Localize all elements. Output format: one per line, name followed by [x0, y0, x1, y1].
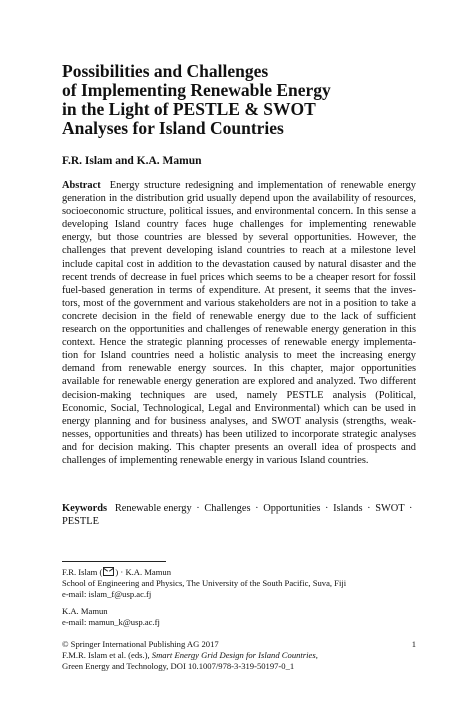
keyword: Challenges: [204, 503, 251, 514]
book-title: Smart Energy Grid Design for Island Countries: [151, 649, 316, 660]
keyword-separator: ·: [196, 503, 200, 514]
abstract-line: energy, but those countries are blessed by several opportunities. However, the: [62, 232, 416, 244]
abstract-line: available for renewable energy generation are explored and analyzed. Two different: [62, 376, 416, 388]
abstract-line: demand from renewable energy sources. In this chapter, major opportunities: [62, 363, 416, 375]
abstract-line: context. Hence the strategic planning processes of renewable energy implementa-: [62, 337, 416, 349]
abstract-line: challenges that prevent developing island countries to reach at a milestone level: [62, 245, 416, 257]
copyright-block: [62, 639, 416, 672]
footnote-rule: [62, 561, 166, 562]
abstract: [62, 179, 416, 467]
keyword: SWOT: [375, 503, 405, 514]
author2-email[interactable]: e-mail: mamun_k@usp.ac.fj: [62, 616, 160, 627]
page-number: 1: [411, 639, 416, 649]
keyword: Renewable energy: [114, 503, 192, 514]
abstract-line: challenges of implementing renewable energy in various Island countries.: [62, 454, 369, 466]
title-line: in the Light of PESTLE & SWOT: [62, 99, 316, 119]
abstract-line: nesses, opportunities and threats) has been utilized to incorporate strategic analyses: [62, 428, 416, 440]
chapter-title: [62, 62, 422, 138]
abstract-line: and for decision making. This chapter presents an overall idea of prospects and: [62, 441, 416, 453]
abstract-line: recent trends of decrease in fuel prices which seems to be a cheaper resort for fossil: [62, 271, 416, 283]
abstract-line: research on the opportunities and challenges of renewable energy generation in this: [62, 324, 416, 336]
keyword-separator: ·: [324, 503, 329, 514]
abstract-line: Economic, Social, Technological, Legal and Environmental) which can be used in: [62, 402, 416, 414]
citation-prefix: F.M.R. Islam et al. (eds.),: [62, 649, 152, 660]
author1-email[interactable]: e-mail: islam_f@usp.ac.fj: [62, 588, 152, 599]
author2-heading: K.A. Mamun: [62, 605, 108, 616]
citation-line: [62, 650, 416, 661]
doi-line: Green Energy and Technology, DOI 10.1007/978-3-319-50197-0_1: [62, 660, 295, 671]
abstract-line: [62, 179, 416, 192]
affiliation: School of Engineering and Physics, The University of the South Pacific, Suva, Fiji: [62, 577, 347, 588]
author1-name: F.R. Islam: [62, 567, 98, 577]
keyword: PESTLE: [62, 516, 99, 528]
keyword-separator: ·: [255, 503, 259, 514]
title-line: Analyses for Island Countries: [62, 118, 284, 138]
title-line: Possibilities and Challenges: [62, 61, 269, 81]
abstract-line: socioeconomic structure, political issues, and environmental concern. In this sense a: [62, 206, 416, 218]
abstract-label: Abstract: [62, 180, 101, 191]
keywords-label: Keywords: [62, 503, 108, 514]
keyword: Islands: [333, 503, 363, 514]
copyright-line: © Springer International Publishing AG 2017: [62, 639, 219, 649]
keyword: Opportunities: [263, 503, 321, 514]
abstract-line: tion for Island countries need a holistic analysis to meet the increasing energy: [62, 350, 416, 362]
abstract-line: decision-making techniques are used, namely PESTLE analysis (Political,: [62, 389, 416, 401]
footnote-authors-line: F.R. Islam ( ) · K.A. Mamun: [62, 567, 172, 577]
author2-name: K.A. Mamun: [125, 567, 172, 577]
abstract-line: fuel-based generation in terms of expenditure. At present, it seems that the inves-: [62, 284, 416, 296]
keywords: [62, 502, 416, 529]
abstract-line: energy planning and for business analyses, and SWOT analysis (strengths, weak-: [62, 415, 416, 427]
abstract-first-line: Energy structure redesigning and implementation of renewable energy: [109, 180, 416, 191]
keyword-separator: ·: [409, 503, 413, 514]
keyword-separator: ·: [367, 503, 371, 514]
abstract-line: generation in the distribution grid usually depend upon the availability of resources,: [62, 193, 416, 205]
abstract-line: tors, most of the government and various stakeholders are not in a position to take a: [62, 297, 416, 309]
abstract-line: concrete decision in the field of renewable energy due to the lack of sufficient: [62, 310, 416, 322]
citation-suffix: ,: [315, 649, 318, 660]
author-separator: ·: [120, 567, 124, 577]
abstract-line: developing Island country faces huge challenges for implementing renewable: [62, 219, 416, 231]
abstract-line: include capital cost in addition to the devastation caused by natural disaster and the: [62, 258, 416, 270]
author-footnote: [62, 567, 422, 628]
authors: F.R. Islam and K.A. Mamun: [62, 155, 202, 167]
envelope-icon: [103, 567, 114, 576]
title-line: of Implementing Renewable Energy: [62, 80, 331, 100]
